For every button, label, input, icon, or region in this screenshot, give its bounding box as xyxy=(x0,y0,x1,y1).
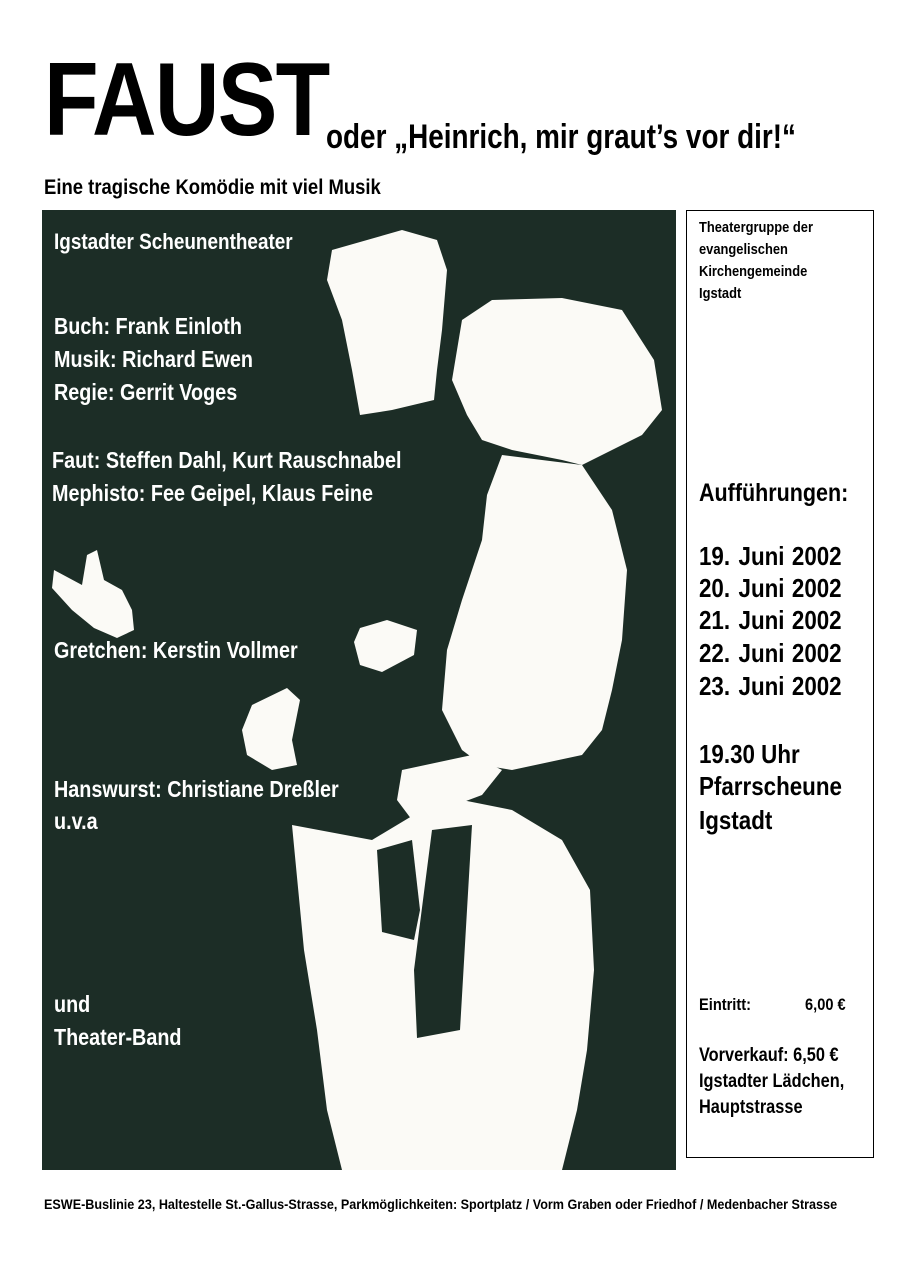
date-row xyxy=(699,573,842,604)
poster-tagline: Eine tragische Komödie mit viel Musik xyxy=(44,176,381,199)
silhouette-image-panel xyxy=(42,210,676,1170)
group-line-4: Igstadt xyxy=(699,285,742,302)
theater-company: Igstadter Scheunentheater xyxy=(54,229,293,254)
band-and: und xyxy=(54,991,91,1017)
date-row xyxy=(699,671,842,702)
footer-directions: ESWE-Buslinie 23, Haltestelle St.-Gallus-Strasse, Parkmöglichkeiten: Sportplatz / Vorm Graben oder Friedhof / Medenbacher Strasse xyxy=(44,1196,838,1212)
presale-location-2: Hauptstrasse xyxy=(699,1097,803,1118)
poster-title: FAUST xyxy=(44,42,329,158)
date-row xyxy=(699,541,842,572)
group-line-2: evangelischen xyxy=(699,241,788,258)
credit-book: Buch: Frank Einloth xyxy=(54,313,242,339)
date-month: Juni xyxy=(738,638,785,668)
credit-director: Regie: Gerrit Voges xyxy=(54,379,238,405)
date-row xyxy=(699,638,842,669)
poster-subtitle: oder „Heinrich, mir graut’s vor dir!“ xyxy=(326,118,796,156)
presale-price: Vorverkauf: 6,50 € xyxy=(699,1045,839,1066)
info-sidebar xyxy=(686,210,874,1158)
date-day: 20. xyxy=(699,573,731,603)
date-month: Juni xyxy=(738,573,785,603)
cast-mephisto: Mephisto: Fee Geipel, Klaus Feine xyxy=(52,480,373,506)
date-row xyxy=(699,605,842,636)
date-year: 2002 xyxy=(791,541,842,571)
date-day: 19. xyxy=(699,541,731,571)
date-day: 21. xyxy=(699,605,731,635)
performances-heading: Aufführungen: xyxy=(699,479,849,507)
cast-gretchen: Gretchen: Kerstin Vollmer xyxy=(54,637,298,663)
presale-location-1: Igstadter Lädchen, xyxy=(699,1071,845,1092)
date-day: 22. xyxy=(699,638,731,668)
cast-hanswurst: Hanswurst: Christiane Dreßler xyxy=(54,776,339,802)
date-year: 2002 xyxy=(791,638,842,668)
band-name: Theater-Band xyxy=(54,1024,182,1050)
date-month: Juni xyxy=(738,541,785,571)
cast-more: u.v.a xyxy=(54,808,98,834)
date-month: Juni xyxy=(738,671,785,701)
date-month: Juni xyxy=(738,605,785,635)
date-day: 23. xyxy=(699,671,731,701)
credit-music: Musik: Richard Ewen xyxy=(54,346,253,372)
entry-price: 6,00 € xyxy=(805,995,846,1014)
date-year: 2002 xyxy=(791,573,842,603)
date-year: 2002 xyxy=(791,605,842,635)
group-line-1: Theatergruppe der xyxy=(699,219,813,236)
show-time: 19.30 Uhr xyxy=(699,739,800,769)
date-year: 2002 xyxy=(791,671,842,701)
venue-name: Pfarrscheune xyxy=(699,771,842,801)
venue-town: Igstadt xyxy=(699,805,773,835)
entry-label: Eintritt: xyxy=(699,995,751,1014)
cast-faust: Faut: Steffen Dahl, Kurt Rauschnabel xyxy=(52,447,402,473)
group-line-3: Kirchengemeinde xyxy=(699,263,808,280)
